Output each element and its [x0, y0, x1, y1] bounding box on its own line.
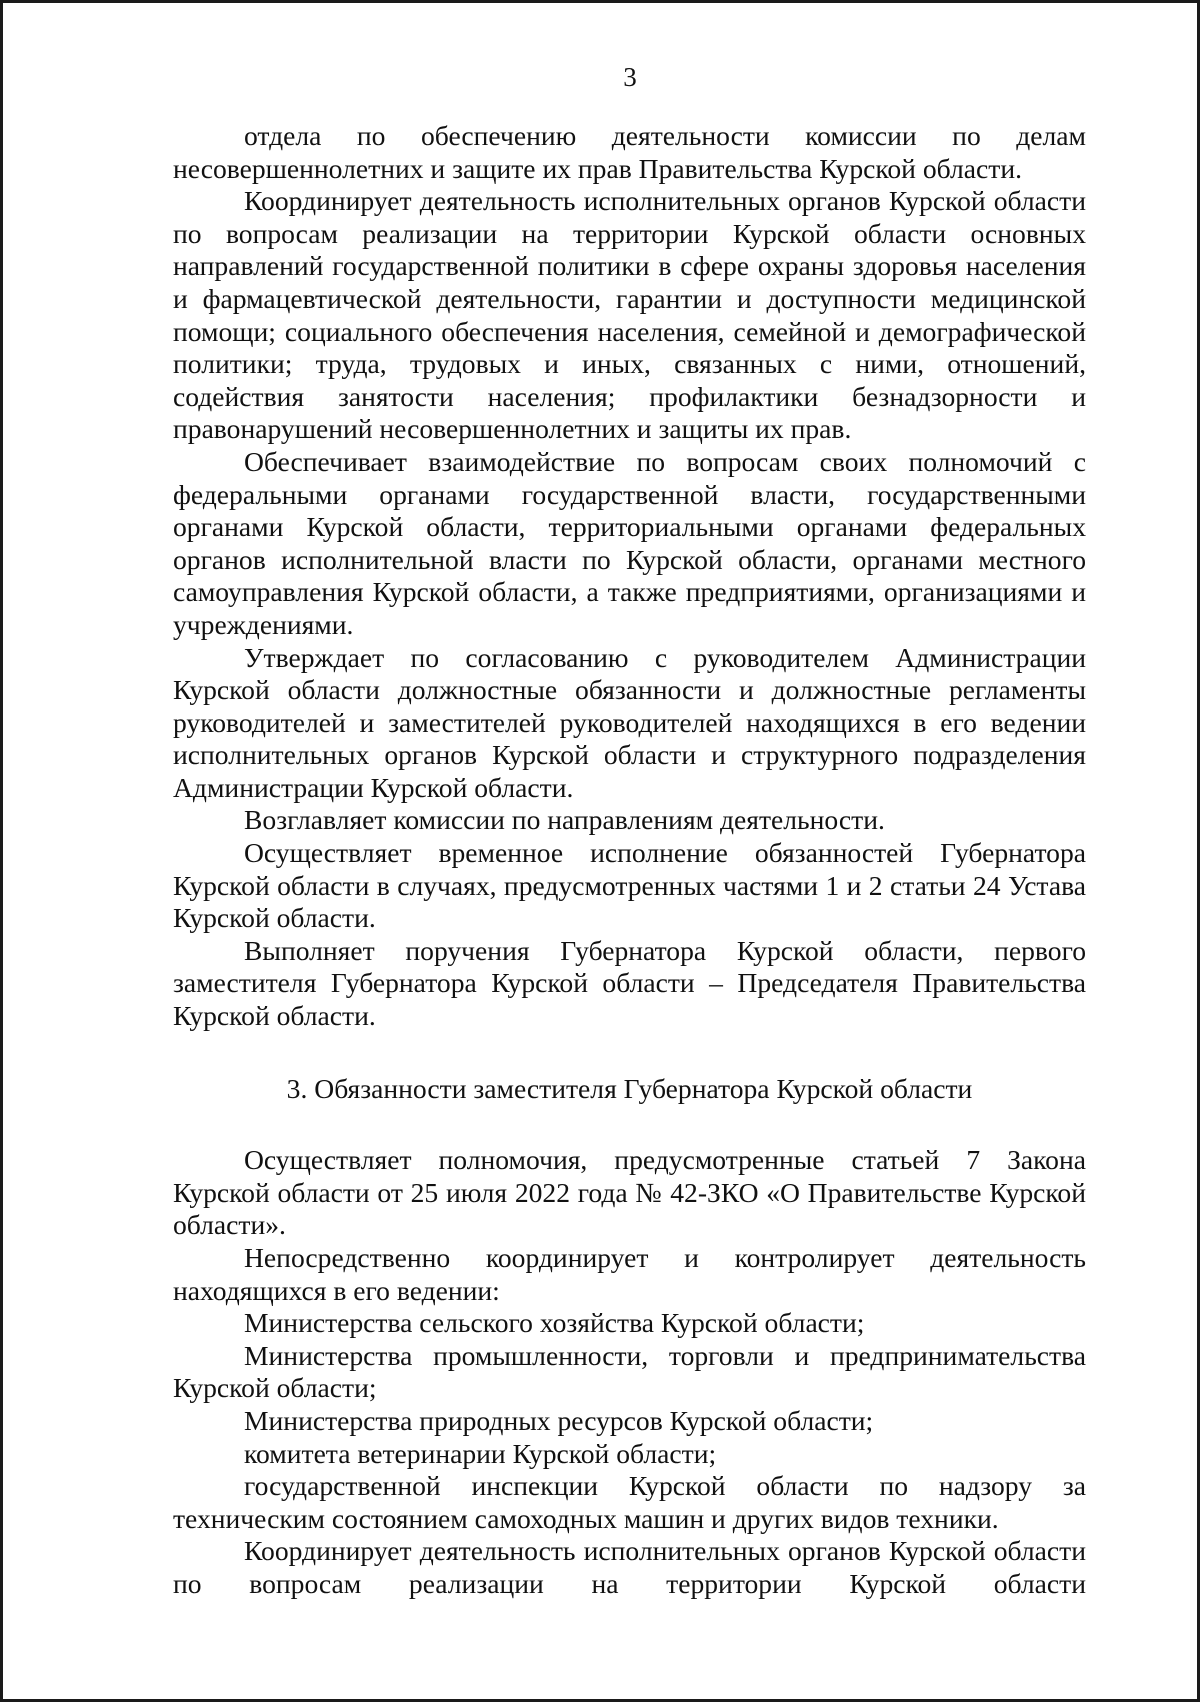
paragraph-powers: Осуществляет полномочия, предусмотренные статьей 7 Закона Курской области от 25 июля 2022 года № 42-ЗКО «О Правительстве Курской области».: [173, 1144, 1086, 1241]
paragraph-interaction: Обеспечивает взаимодействие по вопросам своих полномочий с федеральными органами государственной власти, государственными органами Курской области, территориальными органами федеральных органов исполнительной власти по Курской области, органами местного самоуправления Курской области, а также предприятиями, организациями и учреждениями.: [173, 445, 1086, 640]
list-item-agriculture-ministry: Министерства сельского хозяйства Курской области;: [244, 1307, 865, 1339]
scan-border-top: [0, 0, 1200, 3]
scan-border-left: [0, 0, 3, 1702]
list-item-machinery-inspection: государственной инспекции Курской области по надзору за техническим состоянием самоходных машин и других видов техники.: [173, 1470, 1086, 1534]
section-heading: 3. Обязанности заместителя Губернатора Курской области: [286, 1072, 973, 1104]
document-body: [173, 120, 1086, 1601]
list-item-veterinary-committee: комитета ветеринарии Курской области;: [244, 1437, 717, 1469]
list-item-industry-ministry: Министерства промышленности, торговли и предпринимательства Курской области;: [173, 1339, 1086, 1404]
paragraph-coordinates-executive: Координирует деятельность исполнительных органов Курской области по вопросам реализации на территории Курской области: [173, 1535, 1086, 1599]
paragraph-continuation: отдела по обеспечению деятельности комиссии по делам несовершеннолетних и защите их прав Правительства Курской области.: [173, 120, 1086, 184]
paragraph-temporary-duties: Осуществляет временное исполнение обязанностей Губернатора Курской области в случаях, предусмотренных частями 1 и 2 статьи 24 Устава Курской области.: [173, 837, 1086, 934]
page-number: 3: [623, 62, 637, 92]
paragraph-approves-regulations: Утверждает по согласованию с руководителем Администрации Курской области должностные обязанности и должностные регламенты руководителей и заместителей руководителей находящихся в его ведении исполнительных органов Курской области и структурного подразделения Администрации Курской области.: [173, 641, 1086, 803]
list-item-natural-resources-ministry: Министерства природных ресурсов Курской области;: [244, 1404, 874, 1436]
paragraph-executes-orders: Выполняет поручения Губернатора Курской области, первого заместителя Губернатора Курской области – Председателя Правительства Курской области.: [173, 934, 1086, 1032]
paragraph-coordinates-social: Координирует деятельность исполнительных органов Курской области по вопросам реализации на территории Курской области основных направлений государственной политики в сфере охраны здоровья населения и фармацевтической деятельности, гарантии и доступности медицинской помощи; социального обеспечения населения, семейной и демографической политики; труда, трудовых и иных, связанных с ними, отношений, содействия занятости населения; профилактики безнадзорности и правонарушений несовершеннолетних и защиты их прав.: [173, 185, 1086, 445]
paragraph-heads-commissions: Возглавляет комиссии по направлениям деятельности.: [244, 804, 885, 836]
paragraph-directly-coordinates: Непосредственно координирует и контролирует деятельность находящихся в его ведении:: [173, 1242, 1086, 1306]
